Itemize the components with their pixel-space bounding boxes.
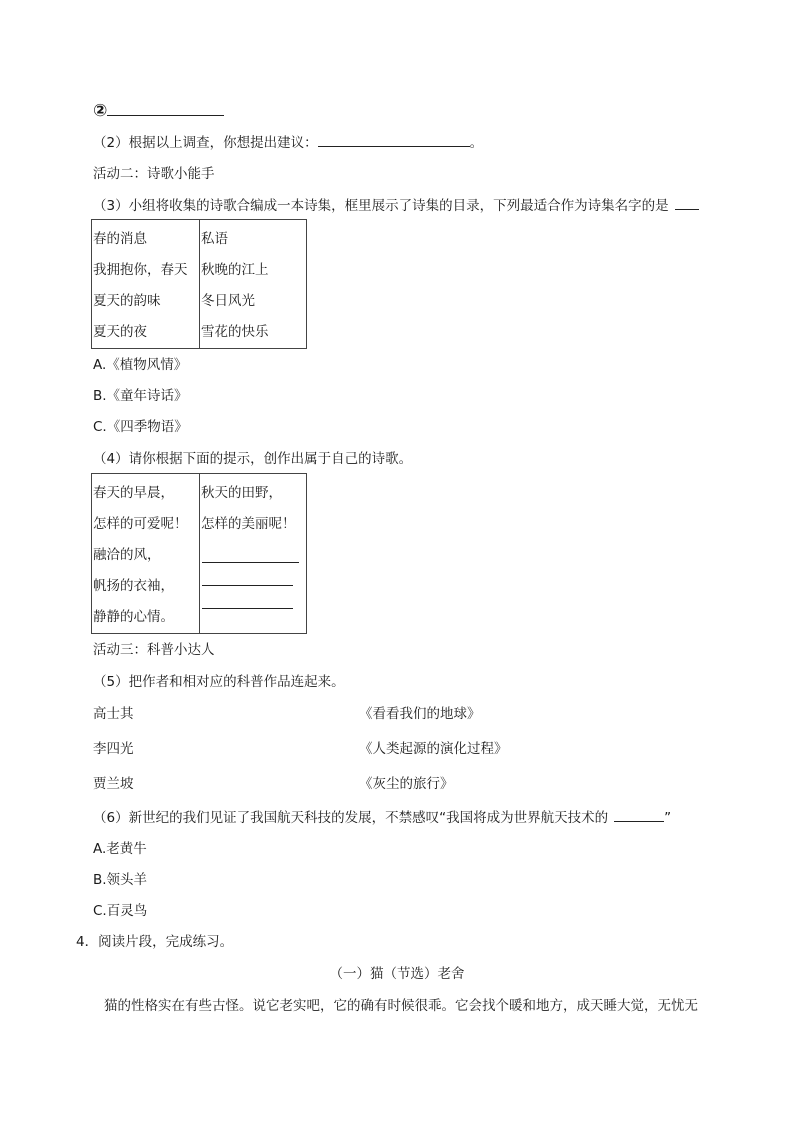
poem-writing-table: [91, 473, 307, 634]
q6-line: [93, 808, 671, 827]
poem-line: 融洽的风，: [93, 547, 161, 563]
q4-header: 4．阅读片段，完成练习。: [76, 934, 234, 950]
toc-item: 春的消息: [93, 231, 147, 247]
q6-answer-blank[interactable]: [614, 808, 664, 822]
q3-option-a[interactable]: A.《植物风情》: [93, 357, 188, 373]
toc-item: 夏天的韵味: [93, 293, 161, 309]
match-work[interactable]: 《人类起源的演化过程》: [359, 741, 508, 757]
item2-line: [93, 102, 224, 121]
poem-right-column: [200, 474, 307, 634]
item2-marker: ②: [93, 101, 108, 121]
q2-end: 。: [469, 135, 484, 151]
poem-answer-blank[interactable]: [202, 595, 293, 609]
match-author[interactable]: 李四光: [93, 741, 134, 757]
q2-line: [93, 133, 483, 152]
toc-item: 私语: [201, 231, 228, 247]
match-author[interactable]: 高士其: [93, 706, 134, 722]
poem-line: 静静的心情。: [93, 609, 174, 625]
passage-title: （一）猫（节选）老舍: [329, 966, 465, 982]
toc-right-column: [200, 220, 307, 349]
q6-option-a[interactable]: A.老黄牛: [93, 841, 147, 857]
toc-left-column: [92, 220, 200, 349]
q5-instruction: （5）把作者和相对应的科普作品连起来。: [93, 674, 345, 690]
activity3-heading: 活动三：科普小达人: [93, 642, 215, 658]
poem-line: 春天的早晨，: [93, 485, 174, 501]
activity2-heading: 活动二：诗歌小能手: [93, 166, 215, 182]
poetry-toc-table: [91, 219, 307, 349]
q6-end: ”: [664, 810, 672, 826]
q4-instruction: （4）请你根据下面的提示，创作出属于自己的诗歌。: [93, 451, 413, 467]
q2-text: （2）根据以上调查，你想提出建议：: [93, 135, 318, 151]
q3-text: （3）小组将收集的诗歌合编成一本诗集，框里展示了诗集的目录，下列最适合作为诗集名字的是: [93, 198, 669, 214]
q3-option-c[interactable]: C.《四季物语》: [93, 419, 188, 435]
q3-option-b[interactable]: B.《童年诗话》: [93, 388, 188, 404]
match-author[interactable]: 贾兰坡: [93, 776, 134, 792]
poem-answer-blank[interactable]: [202, 549, 299, 563]
q6-option-b[interactable]: B.领头羊: [93, 872, 148, 888]
q3-answer-blank[interactable]: [675, 196, 699, 210]
toc-item: 我拥抱你，春天: [93, 262, 188, 278]
poem-line: 秋天的田野，: [201, 485, 282, 501]
toc-item: 冬日风光: [201, 293, 255, 309]
q6-text: （6）新世纪的我们见证了我国航天科技的发展，不禁感叹“我国将成为世界航天技术的: [93, 810, 609, 826]
poem-line: 帆扬的衣袖，: [93, 578, 174, 594]
passage-paragraph: 猫的性格实在有些古怪。说它老实吧，它的确有时候很乖。它会找个暖和地方，成天睡大觉，无忧无: [104, 998, 698, 1014]
match-work[interactable]: 《看看我们的地球》: [359, 706, 481, 722]
match-work[interactable]: 《灰尘的旅行》: [359, 776, 454, 792]
q3-line: [93, 196, 699, 215]
poem-line: 怎样的可爱呢！: [93, 516, 188, 532]
toc-item: 秋晚的江上: [201, 262, 269, 278]
poem-left-column: [92, 474, 200, 634]
toc-item: 雪花的快乐: [201, 324, 269, 340]
poem-line: 怎样的美丽呢！: [201, 516, 296, 532]
poem-answer-blank[interactable]: [202, 572, 293, 586]
q2-answer-blank[interactable]: [318, 133, 470, 147]
q6-option-c[interactable]: C.百灵鸟: [93, 903, 148, 919]
toc-item: 夏天的夜: [93, 324, 147, 340]
item2-answer-blank[interactable]: [107, 102, 224, 116]
